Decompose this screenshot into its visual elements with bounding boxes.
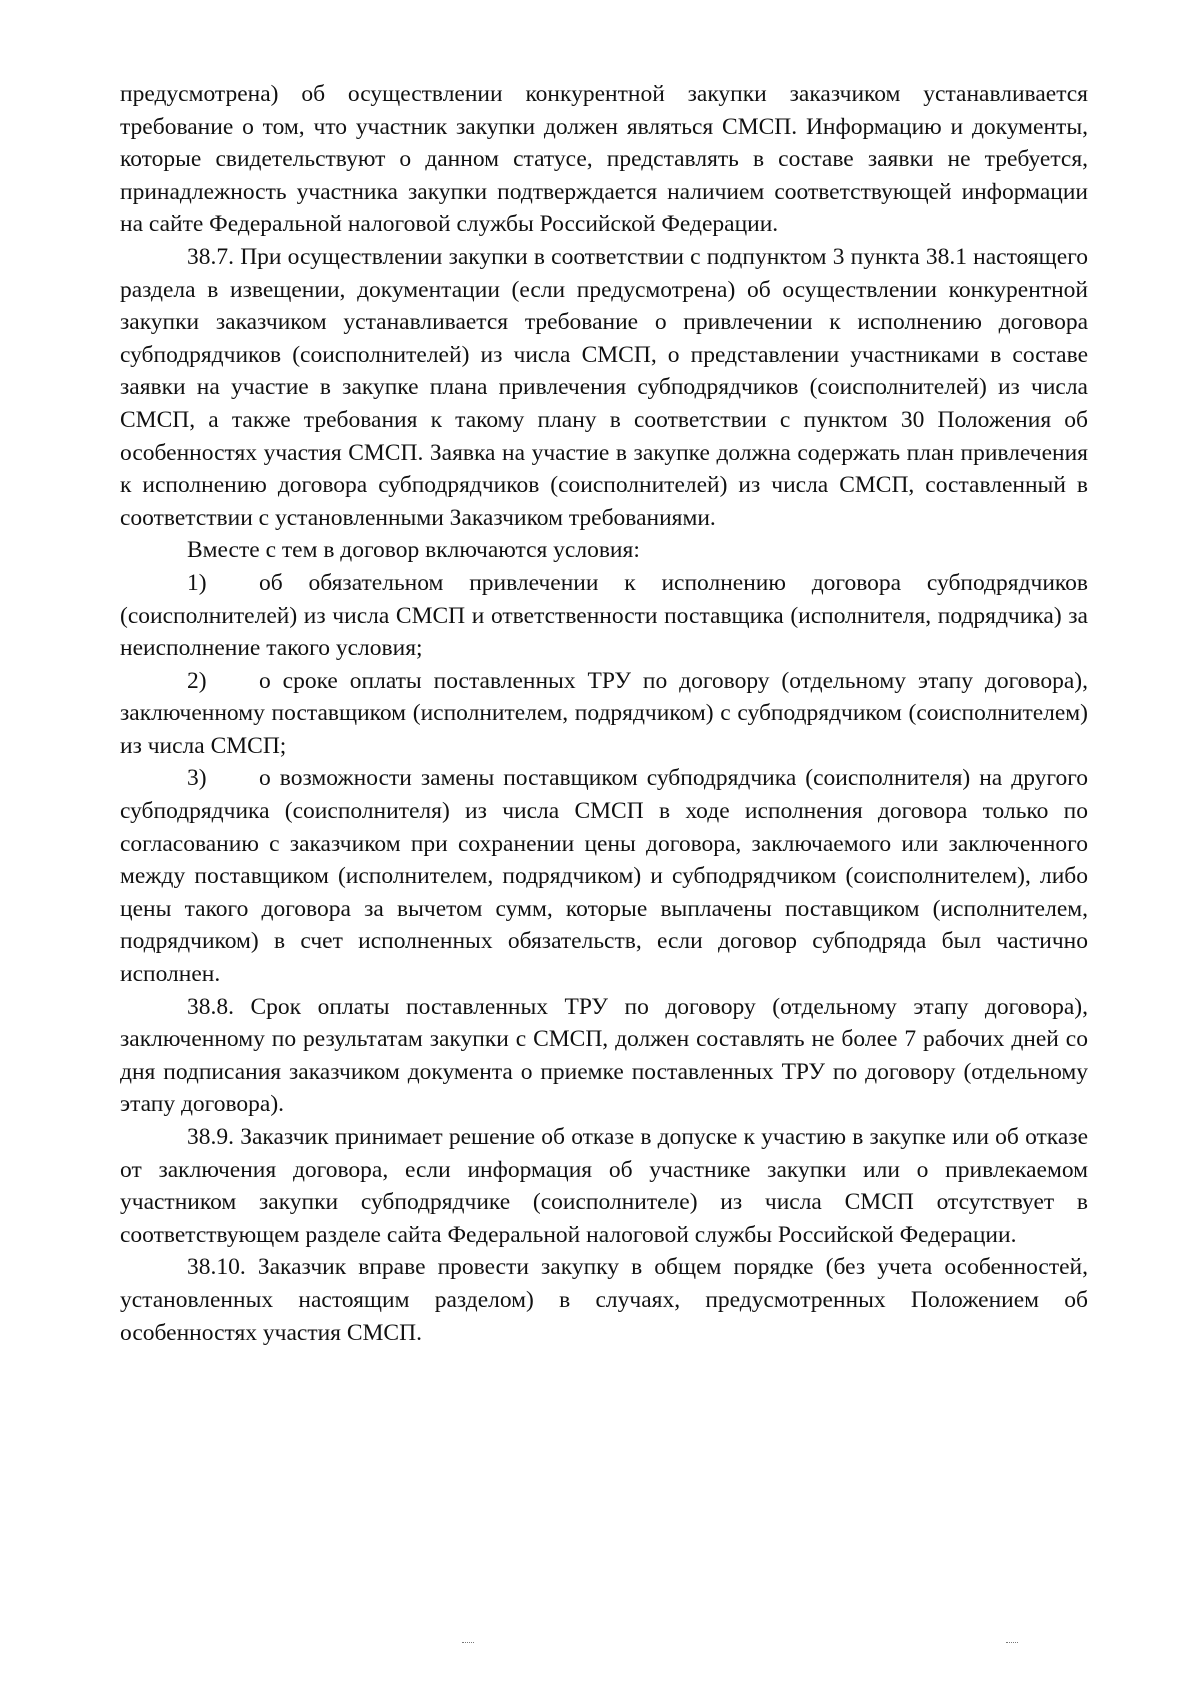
paragraph-38-10: 38.10. Заказчик вправе провести закупку в общем порядке (без учета особенностей, установленных настоящим разделом) в случаях, предусмотренных Положением об особенностях участия СМСП. [120, 1254, 1088, 1346]
paragraph-38-8: 38.8. Срок оплаты поставленных ТРУ по договору (отдельному этапу договора), заключенному по результатам закупки с СМСП, должен составлять не более 7 рабочих дней со дня подписания заказчиком документа о приемке поставленных ТРУ по договору (отдельному этапу договора). [120, 993, 1088, 1118]
list-item [120, 665, 1088, 763]
paragraph-conditions-intro: Вместе с тем в договор включаются условия: [187, 537, 640, 564]
list-item-number: 3) [187, 765, 207, 792]
scan-speck [1006, 1642, 1018, 1647]
document-body [120, 78, 1088, 1349]
list-item-text: об обязательном привлечении к исполнению договора субподрядчиков (соисполнителей) из числа СМСП и ответственности поставщика (исполнителя, подрядчика) за неисполнение такого условия; [120, 569, 1088, 662]
paragraph-38-9: 38.9. Заказчик принимает решение об отказе в допуске к участию в закупке или об отказе от заключения договора, если информация об участнике закупки или о привлекаемом участником закупки субподрядчике (соисполнителе) из числа СМСП отсутствует в соответствующем разделе сайта Федеральной налоговой службы Российской Федерации. [120, 1124, 1088, 1248]
list-item-number: 1) [187, 569, 207, 596]
list-item [120, 567, 1088, 665]
paragraph-continuation: предусмотрена) об осуществлении конкурентной закупки заказчиком устанавливается требование о том, что участник закупки должен являться СМСП. Информацию и документы, которые свидетельствуют о данном статусе, представлять в составе заявки не требуется, принадлежность участника закупки подтверждается наличием соответствующей информации на сайте Федеральной налоговой службы Российской Федерации. [120, 81, 1088, 238]
list-item [120, 762, 1088, 990]
scan-speck [462, 1642, 474, 1647]
list-item-text: о сроке оплаты поставленных ТРУ по договору (отдельному этапу договора), заключенному поставщиком (исполнителем, подрядчиком) с субподрядчиком (соисполнителем) из числа СМСП; [120, 667, 1088, 759]
paragraph-38-7: 38.7. При осуществлении закупки в соответствии с подпунктом 3 пункта 38.1 настоящего раздела в извещении, документации (если предусмотрена) об осуществлении конкурентной закупки заказчиком устанавливается требование о привлечении к исполнению договора субподрядчиков (соисполнителей) из числа СМСП, о представлении участниками в составе заявки на участие в закупке плана привлечения субподрядчиков (соисполнителей) из числа СМСП, а также требования к такому плану в соответствии с пунктом 30 Положения об особенностях участия СМСП. Заявка на участие в закупке должна содержать план привлечения к исполнению договора субподрядчиков (соисполнителей) из числа СМСП, составленный в соответствии с установленными Заказчиком требованиями. [120, 243, 1088, 531]
list-item-number: 2) [187, 667, 207, 694]
list-item-text: о возможности замены поставщиком субподрядчика (соисполнителя) на другого субподрядчика (соисполнителя) из числа СМСП в ходе исполнения договора только по согласованию с заказчиком при сохранении цены договора, заключаемого или заключенного между поставщиком (исполнителем, подрядчиком) и субподрядчиком (соисполнителем), либо цены такого договора за вычетом сумм, которые выплачены поставщиком (исполнителем, подрядчиком) в счет исполненных обязательств, если договор субподряда был частично исполнен. [120, 765, 1088, 988]
